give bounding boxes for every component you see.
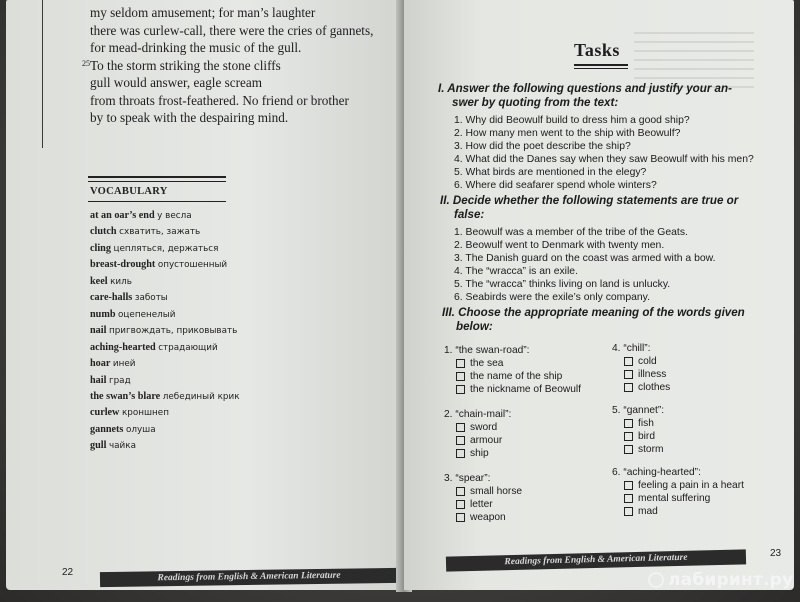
option-label: mad [638,506,658,517]
poem-text [82,4,400,127]
vocab-translation: страдающий [158,342,218,353]
vocab-translation: иней [112,359,136,370]
section-heading-line: below: [456,320,493,333]
option-label: the name of the ship [470,371,563,382]
question-item: 2. How many men went to the ship with Beowulf? [454,128,681,139]
question-item: 6. Where did seafarer spend whole winters? [454,180,657,191]
choice-option[interactable] [612,505,744,518]
checkbox[interactable] [456,359,465,368]
poem-line: for mead-drinking the music of the gull. [90,40,302,55]
vocab-term: gull [90,440,107,452]
choice-option[interactable] [612,381,670,394]
statement-item: 3. The Danish guard on the coast was armed with a bow. [454,253,716,264]
choice-option[interactable] [444,485,522,498]
choice-question-label: 5. “gannet”: [612,405,665,416]
question-item: 1. Why did Beowulf build to dress him a good ship? [454,115,690,126]
vocab-term: the swan’s blare [90,390,161,402]
vocab-entry [90,405,330,421]
line-number: 25 [82,58,90,68]
vocab-term: breast-drought [90,259,156,271]
choice-question [612,466,744,518]
choice-question-label: 6. “aching-hearted”: [612,467,701,478]
vocab-translation: цепляться, держаться [113,243,219,254]
statement-item: 5. The “wracca” thinks living on land is unlucky. [454,279,671,290]
option-label: the sea [470,358,504,369]
option-label: letter [470,499,493,510]
choice-question [444,344,581,396]
checkbox[interactable] [624,383,633,392]
choice-option[interactable] [612,355,670,368]
vocab-term: at an oar’s end [90,210,155,221]
vocab-entry [90,307,330,323]
option-label: small horse [470,486,523,497]
choice-option[interactable] [444,447,511,460]
checkbox[interactable] [624,445,633,454]
vocab-term: cling [90,242,111,254]
vocab-term: keel [90,275,108,287]
statement-item: 4. The “wracca” is an exile. [454,266,578,277]
checkbox[interactable] [624,370,633,379]
question-list [454,114,754,192]
page-footer: Readings from English & American Literature [100,568,398,587]
choice-question [444,472,522,524]
section-heading-line: III. Choose the appropriate meaning of the words given [442,306,745,319]
vocabulary-title: VOCABULARY [90,186,168,197]
checkbox[interactable] [624,481,633,490]
option-label: illness [638,369,667,380]
choice-question-label: 1. “the swan-road”: [444,345,530,356]
vocab-term: gannets [90,423,124,435]
vocab-entry [90,438,330,454]
page-footer: Readings from English & American Literature [446,549,746,571]
vocab-entry [90,323,330,339]
checkbox[interactable] [624,507,633,516]
option-label: weapon [470,512,506,523]
vocab-translation: у весла [157,211,192,221]
choice-option[interactable] [444,421,511,434]
vocab-entry [90,389,330,405]
vocab-translation: пригвождать, приковывать [108,326,238,337]
vocab-term: hoar [90,358,111,370]
choice-question [444,408,511,460]
vocab-translation: лебединый крик [162,391,240,402]
poem-line: by to speak with the despairing mind. [90,110,289,125]
choice-question [612,342,670,394]
vocab-entry [90,241,330,257]
vocab-entry [90,340,330,356]
vocab-translation: киль [110,276,132,287]
option-label: ship [470,448,489,459]
option-label: clothes [638,382,671,393]
choice-question [612,404,664,456]
checkbox[interactable] [624,419,633,428]
choice-option[interactable] [444,370,581,383]
choice-question-label: 3. “spear”: [444,473,491,484]
question-item: 5. What birds are mentioned in the elegy? [454,167,647,178]
choice-option[interactable] [612,492,744,505]
vocab-term: aching-hearted [90,341,156,353]
choice-option[interactable] [612,417,664,430]
left-page [6,0,406,590]
checkbox[interactable] [624,494,633,503]
vocab-translation: схватить, зажать [119,227,201,238]
option-label: armour [470,435,503,446]
statement-item: 6. Seabirds were the exile’s only company. [454,292,650,303]
poem-line: there was curlew-call, there were the cries of gannets, [90,22,374,38]
tasks-title: Tasks [574,40,620,60]
divider [88,181,226,182]
margin-line [42,0,43,148]
vocab-term: clutch [90,226,117,238]
vocab-entry [90,373,330,389]
choice-option[interactable] [444,511,522,524]
vocab-entry [90,290,330,306]
vocab-translation: оцепенелый [118,309,176,320]
vocab-term: numb [90,308,116,320]
poem-line [82,57,400,75]
choice-option[interactable] [444,498,522,511]
checkbox[interactable] [456,449,465,458]
option-label: sword [470,422,498,433]
question-item: 3. How did the poet describe the ship? [454,141,631,152]
checkbox[interactable] [624,432,633,441]
page-number: 23 [770,548,782,559]
vocab-term: curlew [90,407,120,419]
checkbox[interactable] [456,385,465,394]
vocab-term: nail [90,325,107,337]
checkbox[interactable] [456,513,465,522]
option-label: fish [638,418,654,429]
vocab-entry [90,274,330,290]
vocab-entry [90,224,330,240]
divider [88,201,226,202]
choice-option[interactable] [612,368,670,381]
checkbox[interactable] [456,423,465,432]
option-label: the nickname of Beowulf [470,384,581,395]
watermark-text: лабиринт.ру [668,570,794,590]
option-label: storm [638,444,664,455]
option-label: bird [638,431,655,442]
vocab-term: care-halls [90,292,133,304]
vocab-translation: опустошенный [157,260,228,271]
section-heading-line: false: [454,208,485,221]
vocab-entry [90,257,330,273]
watermark-logo [648,570,793,592]
choice-question-label: 4. “chill”: [612,343,651,354]
vocab-translation: заботы [134,293,168,304]
show-through-text [634,28,754,88]
labirint-logo-icon [648,572,664,588]
vocab-translation: олуша [125,424,156,435]
section-heading-line: II. Decide whether the following statements are true or [440,194,739,207]
choice-option[interactable] [444,383,581,396]
choice-option[interactable] [612,443,664,456]
checkbox[interactable] [456,372,465,381]
vocab-entry [90,422,330,438]
checkbox[interactable] [456,487,465,496]
vocab-translation: кроншнеп [121,408,169,419]
checkbox[interactable] [456,500,465,509]
option-label: feeling a pain in a heart [638,480,744,491]
right-page [404,0,794,590]
choice-question-label: 2. “chain-mail”: [444,409,512,420]
vocab-term: hail [90,374,107,386]
page-number: 22 [62,567,74,578]
section-heading [438,82,732,110]
poem-line: from throats frost-feathered. No friend or brother [90,92,349,108]
section-heading [440,194,738,222]
statement-list [454,226,715,304]
section-heading-line: I. Answer the following questions and justify your an- [438,82,732,95]
vocab-entry [90,356,330,372]
poem-line: my seldom amusement; for man’s laughter [90,5,316,20]
statement-item: 2. Beowulf went to Denmark with twenty men. [454,240,665,251]
vocab-entry [90,208,330,224]
vocab-translation: град [108,375,131,386]
choice-option[interactable] [612,479,744,492]
poem-line: gull would answer, eagle scream [90,75,262,90]
option-label: cold [638,356,657,367]
checkbox[interactable] [624,357,633,366]
section-heading [442,306,745,334]
vocabulary-list [90,208,330,455]
section-heading-line: swer by quoting from the text: [452,96,619,109]
question-item: 4. What did the Danes say when they saw Beowulf with his men? [454,154,754,165]
divider [574,68,628,69]
option-label: mental suffering [638,493,711,504]
choice-option[interactable] [612,430,664,443]
choice-option[interactable] [444,357,581,370]
poem-line-text: To the storm striking the stone cliffs [90,57,281,73]
statement-item: 1. Beowulf was a member of the tribe of the Geats. [454,227,688,238]
checkbox[interactable] [456,436,465,445]
divider [88,176,226,178]
divider [574,64,628,66]
choice-option[interactable] [444,434,511,447]
vocab-translation: чайка [108,441,136,452]
